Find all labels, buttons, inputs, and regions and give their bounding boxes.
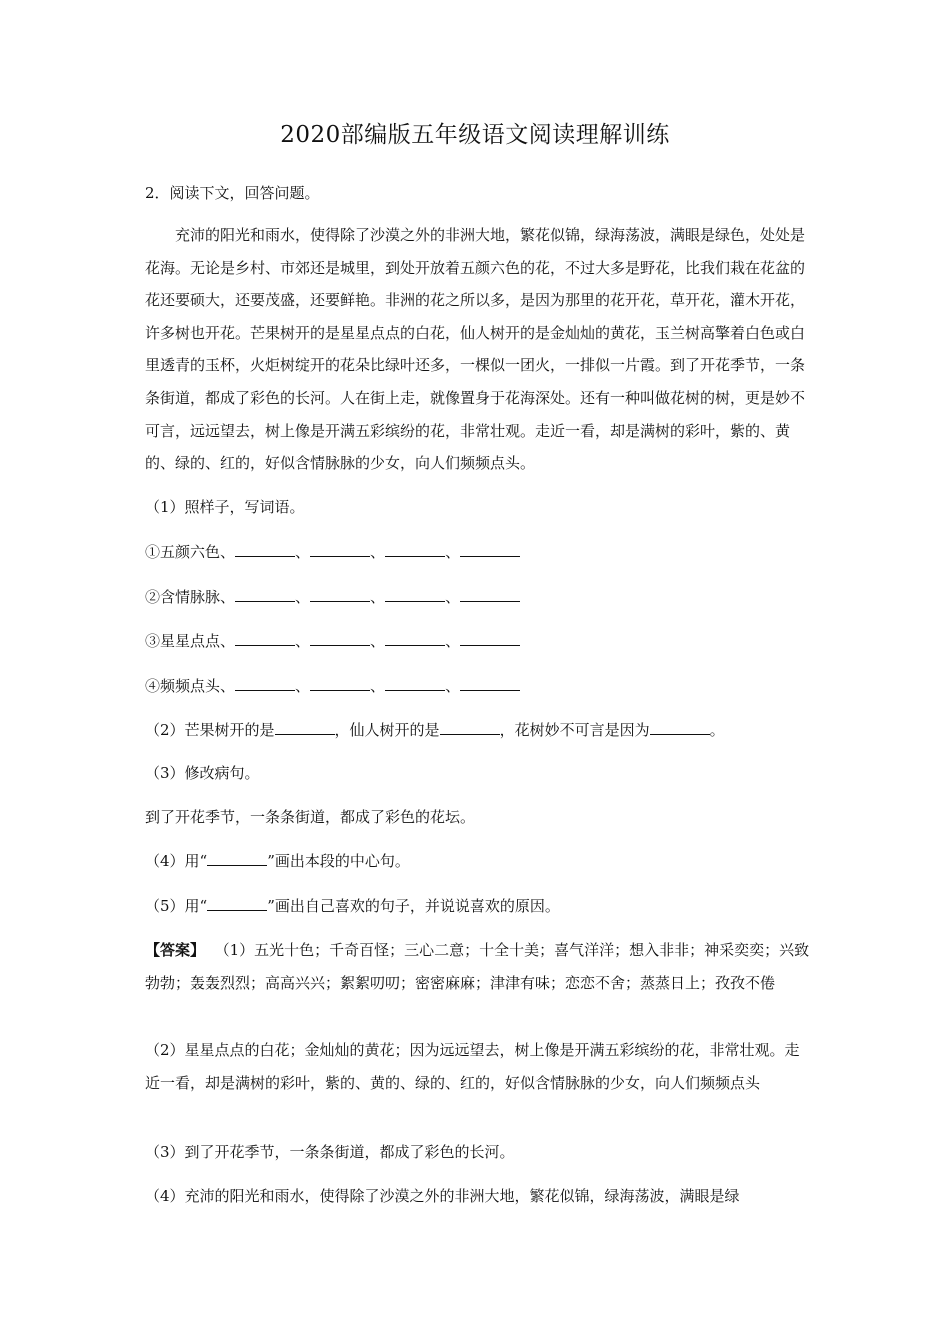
sub5-text-b: ”画出自己喜欢的句子，并说说喜欢的原因。 [267,897,560,915]
answer-blank [310,587,370,602]
separator: 、 [370,588,386,606]
answer-1 [145,934,810,999]
answer-blank [385,542,445,557]
answer-blank [235,676,295,691]
item-num: ④ [145,677,161,695]
answer-1-text: （1）五光十色；千奇百怪；三心二意；十全十美；喜气洋洋；想入非非；神采奕奕；兴致勃勃；轰轰烈烈；高高兴兴；絮絮叨叨；密密麻麻；津津有味；恋恋不舍；蒸蒸日上；孜孜不倦 [145,941,810,992]
separator: 、 [445,677,461,695]
answer-blank [310,542,370,557]
sub-question-3: （3）修改病句。 [145,764,260,782]
separator: 、 [445,632,461,650]
answer-blank [460,631,520,646]
item-word: 频频点头、 [160,677,236,695]
answer-4: （4）充沛的阳光和雨水，使得除了沙漠之外的非洲大地，繁花似锦，绿海荡波，满眼是绿 [145,1187,740,1205]
answer-blank [385,676,445,691]
answer-2 [145,1034,810,1099]
sub-question-2 [145,720,810,740]
sub2-text-d: 。 [709,721,725,739]
answer-2-text: （2）星星点点的白花；金灿灿的黄花；因为远远望去，树上像是开满五彩缤纷的花，非常壮观。走近一看，却是满树的彩叶，紫的、黄的、绿的、红的，好似含情脉脉的少女，向人们频频点头 [145,1041,800,1092]
answer-blank [385,587,445,602]
sub-question-3-sentence: 到了开花季节，一条条街道，都成了彩色的花坛。 [145,808,476,826]
sub-question-4 [145,851,810,871]
separator: 、 [370,632,386,650]
question-number: 2．阅读下文，回答问题。 [145,184,320,202]
item-word: 五颜六色、 [160,543,236,561]
sub4-text-b: ”画出本段的中心句。 [267,852,410,870]
answer-blank [385,631,445,646]
answer-label: 【答案】 [145,941,206,959]
item-num: ③ [145,632,161,650]
page-title: 2020部编版五年级语文阅读理解训练 [280,122,670,148]
sub-question-5 [145,896,810,916]
answer-blank [235,631,295,646]
separator: 、 [445,543,461,561]
answer-blank [275,720,335,735]
answer-blank [440,720,500,735]
sub2-text-c: ，花树妙不可言是因为 [499,721,650,739]
word-item-1 [145,542,810,562]
separator: 、 [370,543,386,561]
word-item-3 [145,631,810,651]
word-item-2 [145,587,810,607]
item-word: 星星点点、 [160,632,236,650]
separator: 、 [445,588,461,606]
separator: 、 [295,543,311,561]
answer-blank [310,676,370,691]
answer-blank [310,631,370,646]
sub5-text-a: （5）用“ [145,897,208,915]
underline-sample [207,896,267,911]
separator: 、 [370,677,386,695]
separator: 、 [295,677,311,695]
answer-blank [460,676,520,691]
answer-blank [460,542,520,557]
item-num: ① [145,543,161,561]
item-num: ② [145,588,161,606]
underline-sample [207,851,267,866]
answer-3: （3）到了开花季节，一条条街道，都成了彩色的长河。 [145,1143,515,1161]
word-item-4 [145,676,810,696]
answer-blank [235,587,295,602]
separator: 、 [295,588,311,606]
answer-blank [235,542,295,557]
sub-question-1: （1）照样子，写词语。 [145,498,305,516]
answer-blank [650,720,710,735]
separator: 、 [295,632,311,650]
sub2-text-b: ，仙人树开的是 [334,721,440,739]
sub2-text-a: （2）芒果树开的是 [145,721,275,739]
item-word: 含情脉脉、 [160,588,236,606]
sub4-text-a: （4）用“ [145,852,208,870]
answer-blank [460,587,520,602]
passage [145,219,810,480]
passage-text: 充沛的阳光和雨水，使得除了沙漠之外的非洲大地，繁花似锦，绿海荡波，满眼是绿色，处处是花海。无论是乡村、市郊还是城里，到处开放着五颜六色的花，不过大多是野花，比我们栽在花盆的花还要硕大，还要茂盛，还要鲜艳。非洲的花之所以多，是因为那里的花开花，草开花，灌木开花，许多树也开花。芒果树开的是星星点点的白花，仙人树开的是金灿灿的黄花，玉兰树高擎着白色或白里透青的玉杯，火炬树绽开的花朵比绿叶还多，一棵似一团火，一排似一片霞。到了开花季节，一条条街道，都成了彩色的长河。人在街上走，就像置身于花海深处。还有一种叫做花树的树，更是妙不可言，远远望去，树上像是开满五彩缤纷的花，非常壮观。走近一看，却是满树的彩叶，紫的、黄的、绿的、红的，好似含情脉脉的少女，向人们频频点头。 [145,226,806,473]
